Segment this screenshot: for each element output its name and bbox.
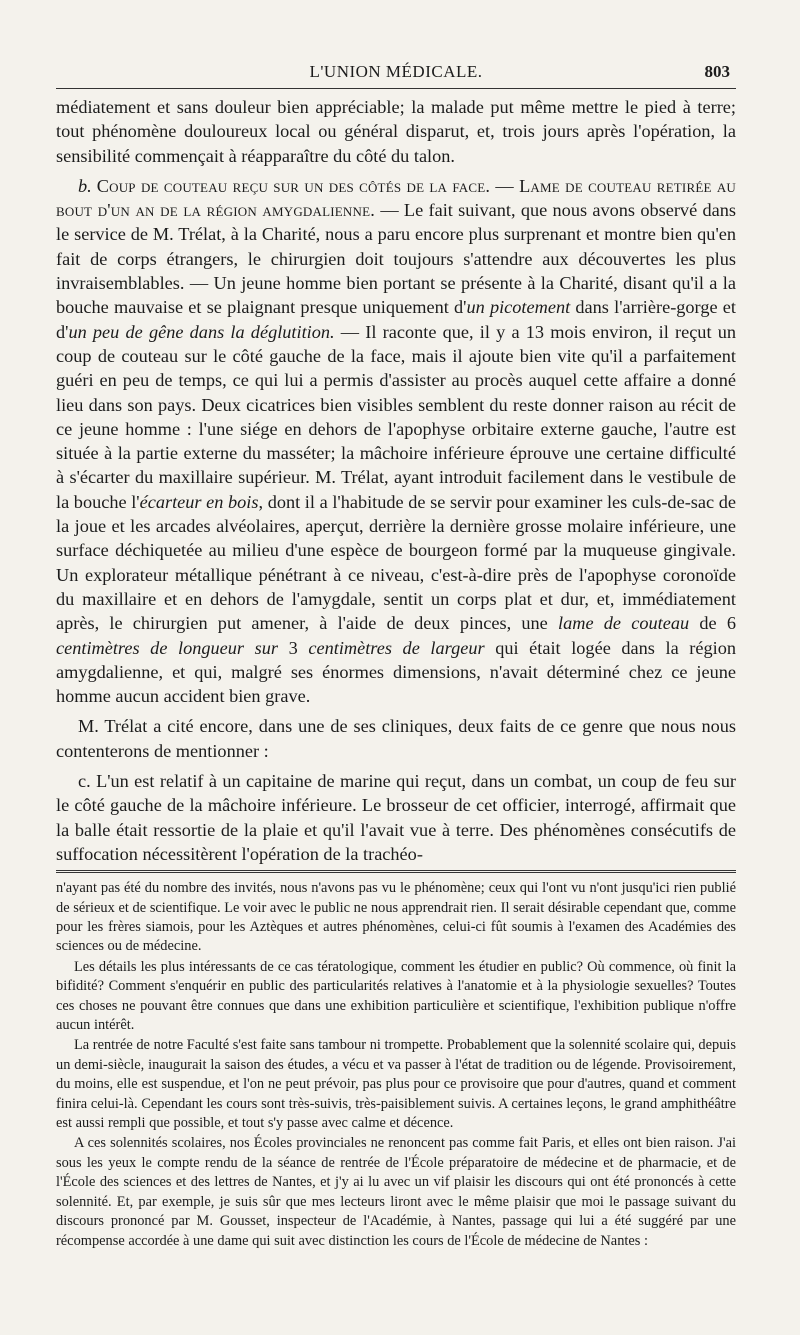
- case-em-6: centimètres de largeur: [308, 637, 485, 658]
- case-em-1: un picotement: [466, 297, 571, 318]
- case-em-3: écarteur en bois: [139, 491, 259, 512]
- case-em-4: lame de couteau: [558, 613, 690, 634]
- journal-title: L'UNION MÉDICALE.: [309, 62, 483, 81]
- paragraph-trelat: M. Trélat a cité encore, dans une de ses cliniques, deux faits de ce genre que nous nous contenterons de mentionner :: [56, 716, 736, 761]
- case-text-b: dans l'arrière-gorge et d': [56, 297, 736, 342]
- case-text-e: de 6: [689, 613, 736, 634]
- feuilleton-paragraph: La rentrée de notre Faculté s'est faite sans tambour ni trompette. Probablement que la solennité scolaire qui, depuis un demi-siècle, inaugurait la saison des études, a vécu et va passer à l'état de tradition ou de légende. Provisoirement, du moins, elle est suspendue, et l'on ne peut prévoir, pas plus pour ce provisoire que pour d'autres, quand et comment finira celui-là. Cependant les cours sont très-suivis, très-paisiblement suivis. A certaines leçons, le grand amphithéâtre est aussi rempli que possible, et tout s'y passe avec calme et décence.: [56, 1037, 736, 1132]
- feuilleton-paragraph: Les détails les plus intéressants de ce cas tératologique, comment les étudier en public? Où commence, où finit la bifidité? Comment s'enquérir en public des particularités relatives à l'anatomie et à la physiologie sexuelles? Toutes ces choses ne pouvant être connues que dans une exhibition particulière et scientifique, l'exhibition publique n'offre aucun intérêt.: [56, 958, 736, 1034]
- case-em-2: un peu de gêne dans la déglutition.: [68, 321, 335, 342]
- page-number: 803: [704, 62, 730, 81]
- header-rule: [56, 88, 736, 89]
- case-heading: Coup de couteau reçu sur un des côtés de la face. — Lame de couteau retirée au bout d'un an de la région amygdalienne.: [56, 175, 736, 221]
- case-em-5: centimètres de longueur sur: [56, 637, 279, 658]
- case-text-a: — Le fait suivant, que nous avons observé dans le service de M. Trélat, à la Charité, nous a paru encore plus surprenant et montre bien qu'en fait de corps étrangers, le chirurgien doit toujours s'attendre aux découvertes les plus invraisemblables. — Un jeune homme bien portant se présente à la Charité, disant qu'il a la bouche mauvaise et se plaignant presque uniquement d': [56, 200, 736, 318]
- case-text-f: 3: [278, 637, 309, 658]
- case-label: b.: [78, 175, 92, 196]
- page: [56, 58, 736, 1251]
- case-text-c: — Il raconte que, il y a 13 mois environ, il reçut un coup de couteau sur le côté gauche de la face, mais il ajoute bien vite qu'il a parfaitement guéri en peu de temps, ce qui lui a permis d'assister au procès auquel cette affaire a donné lieu dans son pays. Deux cicatrices bien visibles semblent du reste donner raison au récit de ce jeune homme : l'une siége en dehors de l'apophyse orbitaire externe gauche, l'autre est située à la partie externe du masséter; la mâchoire inférieure éprouve une certaine difficulté à s'écarter du maxillaire supérieur. M. Trélat, ayant introduit facilement dans le vestibule de la bouche l': [56, 321, 737, 512]
- feuilleton-paragraph: n'ayant pas été du nombre des invités, nous n'avons pas vu le phénomène; ceux qui l'ont vu n'ont jusqu'ici rien publié de sérieux et de scientifique. Le voir avec le public ne nous apprendrait rien. Il serait désirable cependant que, comme pour les frères siamois, pour les Aztèques et autres phénomènes, celui-ci fût soumis à l'examen des Académies des sciences ou de médecine.: [56, 880, 736, 955]
- paragraph-case-b: [56, 174, 736, 709]
- paragraph-continuation: médiatement et sans douleur bien appréciable; la malade put même mettre le pied à terre; tout phénomène douloureux local ou général disparut, et, trois jours après l'opération, la sensibilité commençait à réapparaître du côté du talon.: [56, 97, 736, 166]
- running-header: [56, 58, 736, 88]
- case-text-d: , dont il a l'habitude de se servir pour examiner les culs-de-sac de la joue et les arcades alvéolaires, aperçut, derrière la dernière grosse molaire inférieure, une surface déchiquetée au milieu d'une espèce de bourgeon formé par la muqueuse gingivale. Un explorateur métallique pénétrant à ce niveau, c'est-à-dire près de l'apophyse coronoïde du maxillaire et en dehors de l'amygdale, sentit un corps plat et dur, et, immédiatement après, le chirurgien put amener, à l'aide de deux pinces, une: [56, 491, 736, 634]
- feuilleton-text: [56, 879, 736, 1251]
- main-text: [56, 95, 736, 866]
- feuilleton-paragraph: A ces solennités scolaires, nos Écoles provinciales ne renoncent pas comme fait Paris, et elles ont bien raison. J'ai sous les yeux le compte rendu de la séance de rentrée de l'École préparatoire de médecine et de pharmacie, et de l'École des sciences et des lettres de Nantes, et j'y ai lu avec un vif plaisir les discours qui ont été prononcés à cette solennité. Et, par exemple, je suis sûr que mes lecteurs liront avec le même plaisir que moi le passage suivant du discours prononcé par M. Gousset, inspecteur de l'Académie, à Nantes, passage qui lui a été suggéré par une récompense accordée à une dame qui suit avec distinction les cours de l'École de médecine de Nantes :: [56, 1135, 736, 1249]
- case-text-g: qui était logée dans la région amygdalienne, et qui, malgré ses énormes dimensions, n'avait déterminé chez ce jeune homme aucun accident bien grave.: [56, 637, 737, 707]
- feuilleton-separator: [56, 870, 736, 873]
- paragraph-case-c: c. L'un est relatif à un capitaine de marine qui reçut, dans un combat, un coup de feu sur le côté gauche de la mâchoire inférieure. Le brosseur de cet officier, interrogé, affirmait que la balle était ressortie de la plaie et qu'il l'avait vue à terre. Des phénomènes consécutifs de suffocation nécessitèrent l'opération de la trachéo-: [56, 771, 736, 864]
